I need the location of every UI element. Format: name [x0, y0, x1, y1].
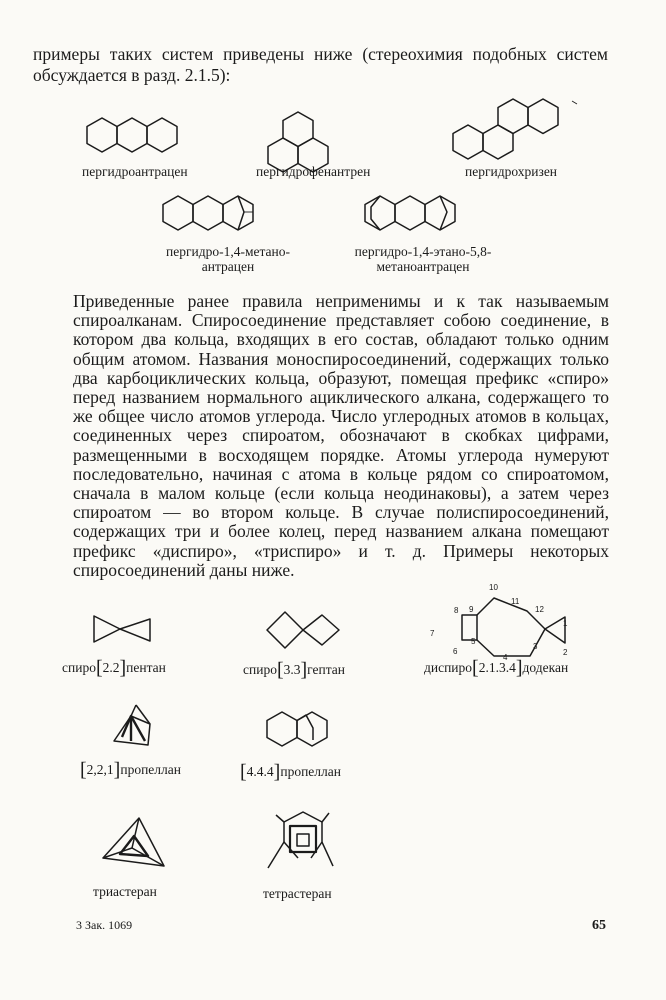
atom-number-3: 3: [533, 642, 538, 651]
label-ethanomethano-line2: метаноантрацен: [376, 259, 470, 274]
tetrasterane-structure: [268, 812, 333, 868]
propellane221-suffix: пропеллан: [120, 762, 181, 777]
triasterane-structure: [103, 818, 164, 866]
perhydroanthracene-structure: [87, 118, 177, 152]
body-paragraph: Приведенные ранее правила неприменимы и к так называемым спироалканам. Спиросоединение представляет собою соединение, в котором два кольца, входящих в его состав, обладают только одним общим атомом. Названия моноспиросоединений, содержащих только два карбоциклических кольца, образуют, помещая префикс «спиро» перед названием нормального ациклического алкана, содержащего то же общее число атомов углерода. Число углеродных атомов в кольцах, соединенных через спироатом, обозначают в скобках цифрами, размещенными в восходящем порядке. Атомы углерода нумеруют последовательно, начиная с атома в кольце рядом со спироатомом, сначала в малом кольце (если кольца неодинаковы), а затем через спироатом — во втором кольце. В случае полиспиросоединений, содержащих три и более колец, перед названием алкана помещают префикс «диспиро», «триспиро» и т. д. Примеры некоторых спиросоединений даны ниже.: [73, 291, 609, 580]
label-tetrasterane: тетрастеран: [263, 886, 332, 901]
propellane444-structure: [267, 712, 327, 746]
label-methanoanthracene: [153, 244, 303, 274]
intro-text: примеры таких систем приведены ниже (стереохимия подобных систем обсуждается в разд. 2.1.5):: [33, 44, 608, 85]
label-spiroheptane: спиро[3.3]гептан: [243, 659, 346, 681]
propellane444-numbers: 4.4.4: [246, 764, 274, 779]
label-dispirododecane: диспиро[2.1.3.4]додекан: [424, 657, 569, 679]
propellane221-numbers: 2,2,1: [86, 762, 114, 777]
label-perhydroanthracene: пергидроантрацен: [82, 164, 188, 179]
dispiro-prefix: диспиро: [424, 660, 473, 675]
atom-number-2: 2: [563, 648, 568, 657]
perhydrochrysene-structure: [453, 99, 577, 159]
atom-number-12: 12: [535, 605, 544, 614]
atom-number-8: 8: [454, 606, 459, 615]
atom-number-5: 5: [471, 637, 476, 646]
propellane221-structure: [114, 705, 150, 745]
ethanomethanoanthracene-structure: [365, 196, 455, 230]
label-spiropentane: спиро[2.2]пентан: [62, 657, 166, 679]
spiropentane-suffix: пентан: [126, 660, 166, 675]
dispiro-numbers: 2.1.3.4: [478, 660, 516, 675]
label-propellane444: [4.4.4]пропеллан: [240, 761, 341, 783]
spiropentane-numbers: 2.2: [102, 660, 120, 675]
dispiro-suffix: додекан: [522, 660, 569, 675]
spiroheptane-structure: [267, 612, 339, 648]
atom-number-11: 11: [511, 597, 520, 606]
atom-number-7: 7: [430, 629, 435, 638]
label-ethanomethano-line1: пергидро-1,4-этано-5,8-: [354, 244, 492, 259]
spiroheptane-prefix: спиро: [243, 662, 277, 677]
spiropentane-structure: [94, 616, 150, 642]
label-methanoanthracene-line2: антрацен: [201, 259, 255, 274]
label-perhydrophenanthrene: пергидрофенантрен: [256, 164, 371, 179]
atom-number-9: 9: [469, 605, 474, 614]
page-number: 65: [592, 918, 606, 933]
spiroheptane-numbers: 3.3: [283, 662, 301, 677]
label-methanoanthracene-line1: пергидро-1,4-метано-: [165, 244, 291, 259]
spiropentane-prefix: спиро: [62, 660, 96, 675]
methanoanthracene-structure: [163, 196, 253, 230]
propellane444-suffix: пропеллан: [280, 764, 341, 779]
footer-order-number: 3 Зак. 1069: [76, 918, 133, 932]
label-propellane221: [2,2,1]пропеллан: [80, 759, 181, 781]
spiroheptane-suffix: гептан: [307, 662, 346, 677]
perhydrophenanthrene-structure: [268, 112, 328, 172]
atom-number-10: 10: [489, 583, 498, 592]
label-ethanomethanoanthracene: [338, 244, 508, 274]
label-perhydrochrysene: пергидрохризен: [465, 164, 558, 179]
atom-number-1: 1: [563, 619, 568, 628]
atom-number-6: 6: [453, 647, 458, 656]
atom-number-4: 4: [503, 653, 508, 662]
label-triasterane: триастеран: [93, 884, 157, 899]
